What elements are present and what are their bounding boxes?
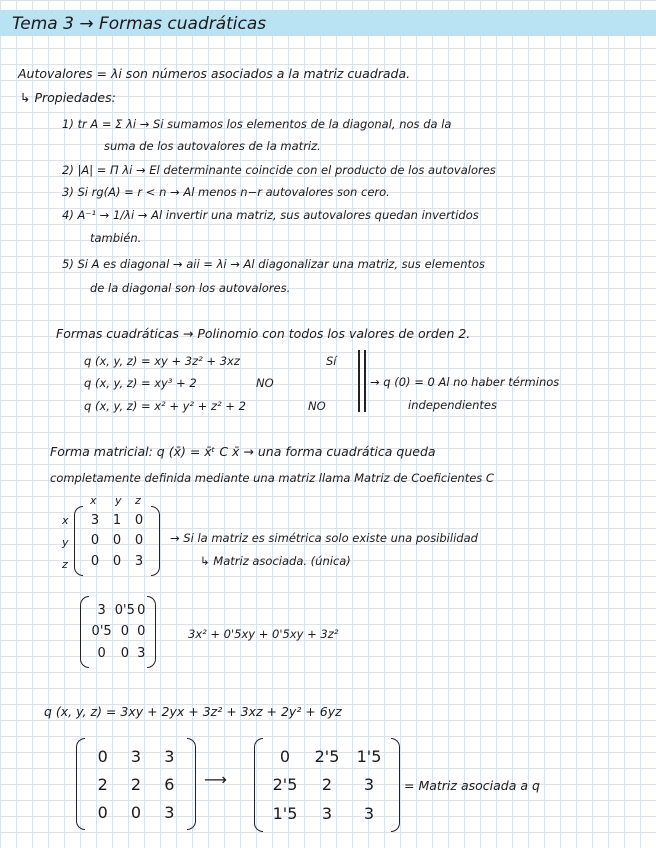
divider-bar — [358, 350, 360, 412]
matrix-cell: 1 — [112, 512, 122, 528]
matrix-cell: 0 — [134, 512, 144, 528]
row-label-y: y — [62, 536, 69, 549]
matrix-cell: 3 — [137, 645, 146, 661]
nota-q0: → q (0) = 0 Al no haber términos — [370, 375, 560, 389]
propiedad-5a: 5) Si A es diagonal → aii = λi → Al diagonalizar una matriz, sus elementos — [62, 257, 486, 271]
matriz-ejemplo — [76, 738, 196, 830]
col-label-z: z — [135, 494, 141, 507]
autovalores-intro: Autovalores = λi son números asociados a la matriz cuadrada. — [18, 66, 411, 81]
matrix-cell: 3 — [134, 554, 144, 570]
matrix-cell: 0 — [137, 603, 146, 619]
matrix-cell: 0'5 — [91, 624, 112, 640]
matrix-cell: 3 — [321, 804, 333, 824]
matrix-cell: 0 — [120, 645, 129, 661]
nota-independientes: independientes — [408, 398, 497, 412]
matrix-cell: 2 — [97, 774, 108, 794]
matrix-cell: 0 — [97, 802, 108, 822]
matrix-cell: 2 — [321, 775, 333, 795]
propiedades-label: ↳ Propiedades: — [20, 90, 116, 105]
ejemplo-2-no: NO — [256, 376, 274, 390]
matrix-cell: 0 — [90, 533, 100, 549]
matrix-cell: 0 — [90, 554, 100, 570]
propiedad-2: 2) |A| = Π λi → El determinante coincide con el producto de los autovalores — [62, 163, 496, 177]
formas-definicion: Formas cuadráticas → Polinomio con todos los valores de orden 2. — [56, 326, 471, 341]
col-label-x: x — [90, 494, 97, 507]
matrix-cell: 0 — [134, 533, 144, 549]
propiedad-5b: de la diagonal son los autovalores. — [90, 281, 291, 295]
page-title: Tema 3 → Formas cuadráticas — [12, 14, 267, 34]
matrix-cell: 0 — [279, 746, 291, 766]
etiqueta-matriz-asociada: = Matriz asociada a q — [404, 778, 540, 793]
ejemplo-3: q (x, y, z) = x² + y² + z² + 2 — [84, 399, 246, 413]
ejemplo-1-si: Sí — [326, 354, 337, 368]
propiedad-4a: 4) A⁻¹ → 1/λi → Al invertir una matriz, sus autovalores quedan invertidos — [62, 208, 479, 222]
propiedad-3: 3) Si rg(A) = r < n → Al menos n−r autovalores son cero. — [62, 185, 390, 199]
matriz-coeficientes — [74, 506, 160, 576]
row-label-z: z — [62, 558, 68, 571]
nota-simetrica: → Si la matriz es simétrica solo existe una posibilidad — [170, 531, 478, 545]
matrix-cell: 2'5 — [314, 746, 340, 766]
row-label-x: x — [62, 514, 69, 527]
ejemplo-1: q (x, y, z) = xy + 3z² + 3xz — [84, 354, 240, 368]
matrix-cell: 2'5 — [272, 775, 298, 795]
expresion-matriz-2: 3x² + 0'5xy + 0'5xy + 3z² — [188, 627, 339, 641]
matrix-cell: 1'5 — [356, 746, 382, 766]
matrix-cell: 0 — [112, 533, 122, 549]
matrix-cell: 0 — [97, 746, 108, 766]
matrix-cell: 1'5 — [272, 804, 298, 824]
matrix-cell: 3 — [130, 746, 142, 766]
matrix-cell: 2 — [130, 774, 142, 794]
matrix-cell: 3 — [90, 512, 100, 528]
matrix-cell: 0 — [112, 554, 122, 570]
nota-matriz-asociada: ↳ Matriz asociada. (única) — [200, 554, 351, 568]
propiedad-1a: 1) tr A = Σ λi → Si sumamos los elementos de la diagonal, nos da la — [62, 117, 452, 131]
propiedad-1b: suma de los autovalores de la matriz. — [104, 139, 321, 153]
matriz-asociada — [254, 738, 400, 832]
matrix-cell: 3 — [363, 804, 375, 824]
matrix-cell: 0'5 — [114, 603, 135, 619]
matrix-cell: 3 — [363, 775, 375, 795]
matrix-cell: 0 — [130, 802, 142, 822]
matrix-cell: 0 — [120, 624, 129, 640]
col-label-y: y — [115, 494, 122, 507]
matrix-cell: 3 — [164, 746, 175, 766]
matricial-linea-1: Forma matricial: q (x̄) = x̄ᵗ C x̄ → una forma cuadrática queda — [50, 444, 436, 459]
matrix-cell: 3 — [97, 603, 106, 619]
matriz-simetrica — [80, 596, 156, 668]
matrix-cell: 0 — [97, 645, 106, 661]
ecuacion-ejemplo: q (x, y, z) = 3xy + 2yx + 3z² + 3xz + 2y² + 6yz — [44, 704, 342, 719]
matricial-linea-2: completamente definida mediante una matriz llama Matriz de Coeficientes C — [50, 471, 494, 485]
matrix-cell: 6 — [164, 774, 175, 794]
propiedad-4b: también. — [90, 231, 142, 245]
matrix-cell: 0 — [137, 624, 146, 640]
matrix-cell: 3 — [164, 802, 175, 822]
ejemplo-2: q (x, y, z) = xy³ + 2 — [84, 376, 197, 390]
ejemplo-3-no: NO — [308, 399, 326, 413]
divider-bar — [364, 350, 366, 412]
arrow-icon: ⟶ — [204, 770, 227, 789]
